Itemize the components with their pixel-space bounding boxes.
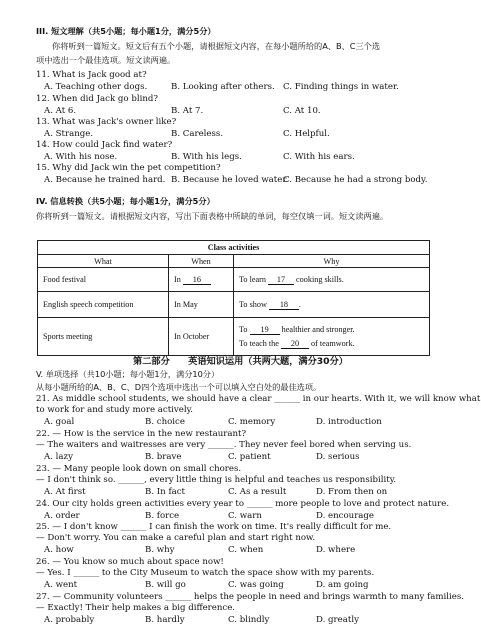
option-21-b: B. choice: [145, 417, 185, 427]
cell-what: English speech competition: [38, 292, 169, 318]
cell-why: [234, 318, 430, 356]
option-21-c: C. memory: [228, 417, 276, 427]
question-24: 24. Our city holds green activities every year to ______ more people to love and protect nature.: [36, 499, 450, 509]
question-13: 13. What was Jack's owner like?: [36, 117, 177, 127]
section3-instruction-line1: 你将听到一篇短文。短文后有五个小题，请根据短文内容，在每小题所给的A、B、C三个选: [52, 41, 381, 51]
class-activities-table: [37, 240, 430, 356]
section5-heading: V. 单项选择（共10小题；每小题1分，满分10分）: [36, 369, 220, 379]
question-23: 23. — Many people look down on small chores.: [36, 464, 242, 474]
blank-17[interactable]: 17: [268, 275, 294, 285]
option-24-d: D. encourage: [316, 511, 375, 521]
option-22-a: A. lazy: [44, 452, 73, 462]
option-25-b: B. why: [145, 545, 175, 555]
cell-when: In May: [169, 292, 234, 318]
blank-18[interactable]: 18: [269, 300, 299, 310]
option-11-a: A. Teaching other dogs.: [44, 82, 148, 92]
section3-heading: III. 短文理解（共5小题；每小题1分，满分5分）: [36, 26, 216, 36]
option-27-d: D. greatly: [316, 615, 359, 625]
blank-20[interactable]: 20: [281, 339, 309, 349]
option-24-b: B. force: [145, 511, 180, 521]
cell-why-suffix: of teamwork.: [310, 338, 355, 348]
question-15: 15. Why did Jack win the pet competition?: [36, 163, 221, 173]
question-27: 27. — Community volunteers ______ helps the people in need and brings warmth to many families.: [36, 592, 465, 602]
section5-instruction: 从每小题所给的A、B、C、D四个选项中选出一个可以填入空白处的最佳选项。: [36, 382, 322, 392]
option-21-d: D. introduction: [316, 417, 382, 427]
section3-instruction-line2: 项中选出一个最佳选项。短文读两遍。: [36, 55, 176, 65]
option-27-c: C. blindly: [228, 615, 270, 625]
option-24-a: A. order: [44, 511, 80, 521]
section4-instruction: 你将听到一篇短文。请根据短文内容，写出下面表格中所缺的单词，每空仅填一词。短文读两遍。: [36, 211, 389, 221]
option-25-d: D. where: [316, 545, 356, 555]
cell-why: [234, 292, 430, 318]
cell-when-prefix: In: [174, 274, 181, 284]
question-25: 25. — I don't know ______ I can finish the work on time. It's really difficult for me.: [36, 522, 392, 532]
option-22-c: C. patient: [228, 452, 271, 462]
option-23-b: B. In fact: [145, 487, 186, 497]
table-row: [38, 268, 430, 292]
table-title: Class activities: [38, 241, 430, 255]
blank-16[interactable]: 16: [183, 275, 211, 285]
question-26-cont: — Yes. I ______ to the City Museum to watch the space show with my parents.: [36, 568, 375, 578]
column-header-what: What: [38, 255, 169, 268]
option-26-b: B. will go: [145, 580, 186, 590]
table-row: [38, 292, 430, 318]
part2-heading: 第二部分 英语知识运用（共两大题，满分30分）: [133, 356, 348, 367]
section4-heading: IV. 信息转换（共5小题；每小题1分，满分5分）: [36, 196, 215, 206]
cell-when: [169, 268, 234, 292]
option-23-d: D. From then on: [316, 487, 388, 497]
question-21-cont: to work for and study more actively.: [36, 405, 194, 415]
option-12-a: A. At 6.: [44, 106, 77, 116]
question-22: 22. — How is the service in the new restaurant?: [36, 429, 247, 439]
option-12-b: B. At 7.: [171, 106, 204, 116]
option-23-c: C. As a result: [228, 487, 287, 497]
option-14-a: A. With his nose.: [44, 152, 118, 162]
option-14-b: B. With his legs.: [171, 152, 242, 162]
option-15-c: C. Because he had a strong body.: [283, 175, 428, 185]
question-11: 11. What is Jack good at?: [36, 70, 147, 80]
option-13-c: C. Helpful.: [283, 129, 330, 139]
cell-why-suffix: healthier and stronger.: [281, 324, 355, 334]
option-27-b: B. hardly: [145, 615, 185, 625]
option-22-d: D. serious: [316, 452, 360, 462]
option-15-b: B. Because he loved water.: [171, 175, 289, 185]
question-12: 12. When did Jack go blind?: [36, 94, 158, 104]
option-27-a: A. probably: [44, 615, 95, 625]
question-22-cont: — The waiters and waitresses are very ______. They never feel bored when serving us.: [36, 440, 412, 450]
option-24-c: C. warn: [228, 511, 262, 521]
option-26-c: C. was going: [228, 580, 284, 590]
cell-what: Food festival: [38, 268, 169, 292]
question-27-cont: — Exactly! Their help makes a big difference.: [36, 603, 236, 613]
option-14-c: C. With his ears.: [283, 152, 355, 162]
option-26-a: A. went: [44, 580, 78, 590]
question-25-cont: — Don't worry. You can make a careful plan and start right now.: [36, 533, 316, 543]
option-15-a: A. Because he trained hard.: [44, 175, 166, 185]
column-header-when: When: [169, 255, 234, 268]
option-26-d: D. am going: [316, 580, 369, 590]
option-25-c: C. when: [228, 545, 264, 555]
option-22-b: B. brave: [145, 452, 182, 462]
blank-19[interactable]: 19: [250, 325, 280, 335]
option-13-a: A. Strange.: [44, 129, 94, 139]
option-21-a: A. goal: [44, 417, 75, 427]
cell-why-suffix: cooking skills.: [296, 274, 344, 284]
cell-why-prefix: To learn: [239, 274, 266, 284]
question-26: 26. — You know so much about space now!: [36, 557, 224, 567]
table-row: [38, 318, 430, 356]
cell-when: In October: [169, 318, 234, 356]
cell-what: Sports meeting: [38, 318, 169, 356]
cell-why-prefix: To show: [239, 299, 267, 309]
question-23-cont: — I don't think so. ______, every little thing is helpful and teaches us responsibility.: [36, 475, 397, 485]
cell-why-suffix: .: [298, 299, 301, 309]
cell-why-prefix: To teach the: [239, 338, 279, 348]
option-13-b: B. Careless.: [171, 129, 224, 139]
cell-why: [234, 268, 430, 292]
option-11-c: C. Finding things in water.: [283, 82, 399, 92]
option-11-b: B. Looking after others.: [171, 82, 275, 92]
question-21: 21. As middle school students, we should have a clear ______ in our hearts. With it, we will know what: [36, 394, 481, 404]
column-header-why: Why: [234, 255, 430, 268]
option-12-c: C. At 10.: [283, 106, 321, 116]
cell-why-prefix: To: [239, 324, 248, 334]
option-25-a: A. how: [44, 545, 74, 555]
question-14: 14. How could Jack find water?: [36, 140, 173, 150]
option-23-a: A. At first: [44, 487, 86, 497]
